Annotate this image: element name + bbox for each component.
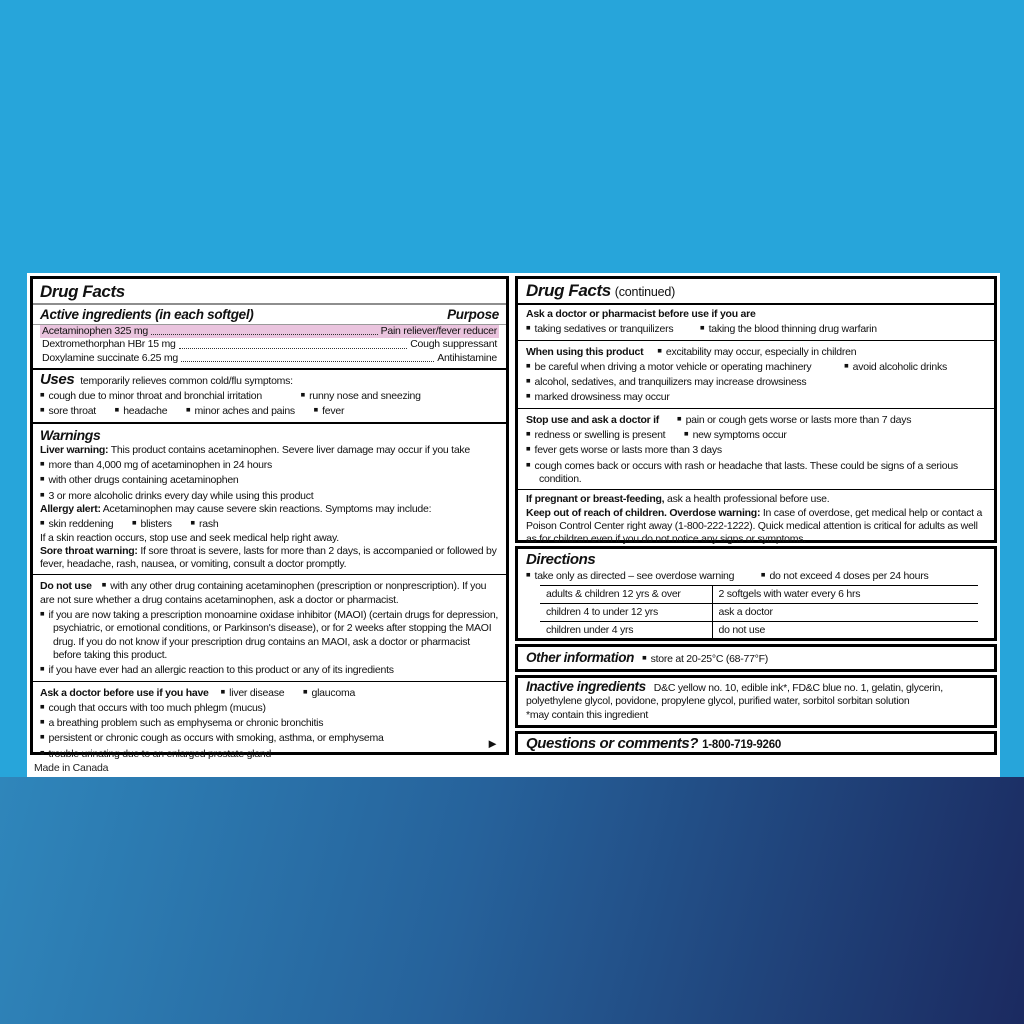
other-information-line	[526, 649, 986, 668]
directions-title: Directions	[526, 551, 596, 568]
pregnant-label: If pregnant or breast-feeding,	[526, 493, 665, 506]
directions-bullet-row	[526, 568, 986, 583]
active-ingredients-heading: Active ingredients (in each softgel)	[40, 307, 254, 322]
liver-warning-text: This product contains acetaminophen. Severe liver damage may occur if you take	[108, 443, 471, 456]
uses-bullet: ■ minor aches and pains	[186, 405, 295, 417]
ask-doctor-bullet: ■ persistent or chronic cough as occurs with smoking, asthma, or emphysema	[40, 730, 499, 745]
table-row	[540, 586, 978, 604]
dot-leader	[179, 348, 408, 349]
drug-facts-label	[27, 273, 1000, 777]
stop-use-bullet: ■ fever gets worse or lasts more than 3 days	[526, 442, 986, 457]
allergy-bullet: ■ blisters	[132, 518, 172, 530]
sore-throat-label: Sore throat warning:	[40, 544, 138, 557]
stop-use-bullet: ■ cough comes back or occurs with rash or headache that lasts. These could be signs of a serious condition.	[526, 458, 986, 487]
warnings-title: Warnings	[40, 426, 101, 443]
uses-bullet: ■ sore throat	[40, 405, 96, 417]
drug-facts-continued-title	[526, 281, 986, 302]
ask-doctor-bullet: ■ cough that occurs with too much phlegm (mucus)	[40, 700, 499, 715]
title-divider	[518, 303, 994, 305]
active-ingredients-header	[40, 307, 499, 323]
pharmacist-bullet-row	[526, 321, 986, 336]
allergic-reaction-bullet: ■ if you have ever had an allergic reaction to this product or any of its ingredients	[40, 662, 499, 677]
page-background-gradient	[0, 777, 1024, 1024]
dosage-group: children under 4 yrs	[540, 622, 712, 640]
pharmacist-bullet: ■ taking sedatives or tranquilizers	[526, 323, 673, 335]
stop-use-bullet: ■ pain or cough gets worse or lasts more than 7 days	[677, 414, 911, 426]
uses-section	[40, 370, 499, 419]
when-using-bullet: ■ be careful when driving a motor vehicle or operating machinery	[526, 361, 811, 373]
do-not-use-intro	[40, 578, 499, 607]
other-information-box	[515, 644, 997, 672]
dosage-amount: 2 softgels with water every 6 hrs	[712, 586, 978, 604]
allergy-bullet: ■ rash	[190, 518, 218, 530]
subsection-divider	[518, 489, 994, 490]
keep-out-label: Keep out of reach of children. Overdose warning:	[526, 506, 761, 519]
dosage-table	[540, 585, 978, 639]
uses-bullet: ■ fever	[314, 405, 345, 417]
ingredient-name: Dextromethorphan HBr 15 mg	[42, 338, 176, 351]
dosage-group: adults & children 12 yrs & over	[540, 586, 712, 604]
section-divider	[33, 422, 506, 424]
dosage-amount: ask a doctor	[712, 604, 978, 622]
ingredient-purpose: Cough suppressant	[410, 338, 497, 351]
section-divider	[33, 368, 506, 370]
uses-intro-text: temporarily relieves common cold/flu symptoms:	[80, 374, 293, 387]
uses-bullet-row	[40, 403, 499, 418]
liver-warning-label: Liver warning:	[40, 443, 109, 456]
ingredient-purpose: Pain reliever/fever reducer	[380, 325, 497, 337]
when-using-label: When using this product	[526, 345, 644, 358]
ask-doctor-label: Ask a doctor before use if you have	[40, 686, 209, 699]
liver-bullet: ■ 3 or more alcoholic drinks every day while using this product	[40, 488, 499, 503]
allergy-alert	[40, 503, 499, 516]
when-using-bullet: ■ excitability may occur, especially in children	[657, 346, 856, 358]
subsection-divider	[33, 681, 506, 682]
sore-throat-warning	[40, 545, 499, 572]
uses-intro	[40, 370, 499, 388]
subsection-divider	[518, 340, 994, 341]
directions-bullet: ■ take only as directed – see overdose warning	[526, 570, 734, 582]
uses-bullet-row	[40, 388, 499, 403]
drug-facts-left-box	[30, 276, 509, 760]
uses-bullet: ■ runny nose and sneezing	[301, 390, 421, 402]
dot-leader	[151, 334, 378, 335]
table-row	[540, 622, 978, 640]
skin-reaction-note: If a skin reaction occurs, stop use and seek medical help right away.	[40, 531, 339, 544]
when-using-bullet-row	[526, 359, 986, 374]
when-using-intro	[526, 344, 986, 359]
questions-phone: 1-800-719-9260	[702, 739, 782, 751]
directions-box	[515, 546, 997, 641]
inactive-ingredients-box	[515, 675, 997, 728]
questions-box	[515, 731, 997, 755]
ask-doctor-bullet: ■ a breathing problem such as emphysema or chronic bronchitis	[40, 715, 499, 730]
pregnancy-keepout-section	[526, 493, 986, 546]
drug-facts-title: Drug Facts	[40, 282, 125, 301]
ask-doctor-bullet: ■ trouble urinating due to an enlarged prostate gland	[40, 746, 499, 761]
drug-facts-continued-box	[515, 276, 997, 546]
do-not-use-continuation: If you are not sure whether a drug contains acetaminophen, ask a doctor or pharmacist.	[40, 580, 487, 606]
pharmacist-label: Ask a doctor or pharmacist before use if you are	[526, 308, 756, 320]
subsection-divider	[518, 408, 994, 409]
when-using-bullet: ■ marked drowsiness may occur	[526, 389, 986, 404]
uses-title: Uses	[40, 370, 75, 388]
made-in-label: Made in Canada	[34, 762, 109, 774]
ingredient-purpose: Antihistamine	[437, 351, 497, 364]
allergy-alert-label: Allergy alert:	[40, 502, 101, 515]
when-using-section	[526, 344, 986, 405]
allergy-bullet: ■ skin reddening	[40, 518, 113, 530]
table-row	[540, 604, 978, 622]
ask-doctor-bullet: ■ glaucoma	[303, 687, 355, 699]
ingredient-row	[40, 325, 499, 338]
keep-out-text: In case of overdose, get medical help or contact a Poison Control Center right away (1-800-222-1222). Quick medical attention is critical for adults as well as for children even if you do not notice any signs or symptoms.	[526, 506, 983, 546]
when-using-bullet: ■ alcohol, sedatives, and tranquilizers may increase drowsiness	[526, 374, 986, 389]
pharmacist-bullet: ■ taking the blood thinning drug warfarin	[700, 323, 877, 335]
liver-bullet: ■ more than 4,000 mg of acetaminophen in 24 hours	[40, 457, 499, 472]
questions-line	[526, 736, 986, 753]
sore-throat-text: If sore throat is severe, lasts for more than 2 days, is accompanied or followed by fever, headache, rash, nausea, or vomiting, consult a doctor promptly.	[40, 544, 497, 571]
inactive-ingredients-title: Inactive ingredients	[526, 679, 646, 694]
pregnant-note	[526, 493, 986, 506]
pharmacist-section	[526, 308, 986, 337]
do-not-use-section	[40, 578, 499, 677]
dosage-group: children 4 to under 12 yrs	[540, 604, 712, 622]
uses-bullet: ■ cough due to minor throat and bronchial irritation	[40, 390, 262, 402]
stop-use-section	[526, 412, 986, 486]
directions-bullet: ■ do not exceed 4 doses per 24 hours	[761, 570, 929, 582]
inactive-ingredients-paragraph	[526, 680, 986, 722]
purpose-heading: Purpose	[447, 307, 499, 322]
questions-title: Questions or comments?	[526, 735, 699, 752]
stop-use-label: Stop use and ask a doctor if	[526, 413, 660, 426]
when-using-bullet: ■ avoid alcoholic drinks	[844, 361, 947, 373]
continue-arrow-icon: ►	[486, 736, 499, 751]
subsection-divider	[33, 574, 506, 575]
storage-bullet: ■ store at 20-25°C (68-77°F)	[642, 653, 768, 665]
dot-leader	[181, 361, 434, 362]
ingredient-name: Doxylamine succinate 6.25 mg	[42, 351, 178, 364]
ingredient-row	[40, 338, 499, 351]
keep-out-note	[526, 507, 986, 547]
maoi-bullet: ■ if you are now taking a prescription monoamine oxidase inhibitor (MAOI) (certain drugs for depression, psychiatric, or emotional conditions, or Parkinson's disease), or for 2 weeks after stopping the MAOI drug. If you do not know if your prescription drug contains an MAOI, ask a doctor or pharmacist before taking this product.	[40, 607, 499, 662]
liver-warning	[40, 444, 499, 457]
stop-use-intro	[526, 412, 986, 427]
uses-bullet: ■ headache	[115, 405, 168, 417]
allergy-alert-text: Acetaminophen may cause severe skin reactions. Symptoms may include:	[100, 502, 432, 515]
stop-use-bullet: ■ new symptoms occur	[684, 429, 787, 441]
pregnant-text: ask a health professional before use.	[664, 493, 830, 506]
stop-use-bullet-row	[526, 427, 986, 442]
warnings-section	[40, 427, 499, 572]
title-divider	[33, 303, 506, 305]
dosage-amount: do not use	[712, 622, 978, 640]
liver-bullet: ■ with other drugs containing acetaminophen	[40, 472, 499, 487]
inactive-ingredients-note: *may contain this ingredient	[526, 708, 648, 721]
ask-doctor-bullet: ■ liver disease	[221, 687, 285, 699]
other-information-title: Other information	[526, 650, 635, 665]
stop-use-bullet: ■ redness or swelling is present	[526, 429, 665, 441]
ingredient-name: Acetaminophen 325 mg	[42, 325, 148, 337]
ask-doctor-section	[40, 685, 499, 761]
do-not-use-label: Do not use	[40, 580, 92, 593]
ask-doctor-intro	[40, 685, 499, 700]
inactive-ingredients-text: D&C yellow no. 10, edible ink*, FD&C blue no. 1, gelatin, glycerin, polyethylene glycol, povidone, propylene glycol, purified water, sorbitol sorbitan solution	[526, 682, 943, 708]
ingredient-row	[40, 352, 499, 365]
continued-text: (continued)	[614, 285, 676, 299]
do-not-use-bullet: ■ with any other drug containing acetaminophen (prescription or nonprescription).	[102, 580, 460, 592]
allergy-bullet-row	[40, 516, 499, 531]
drug-facts-title-text: Drug Facts	[526, 281, 611, 300]
